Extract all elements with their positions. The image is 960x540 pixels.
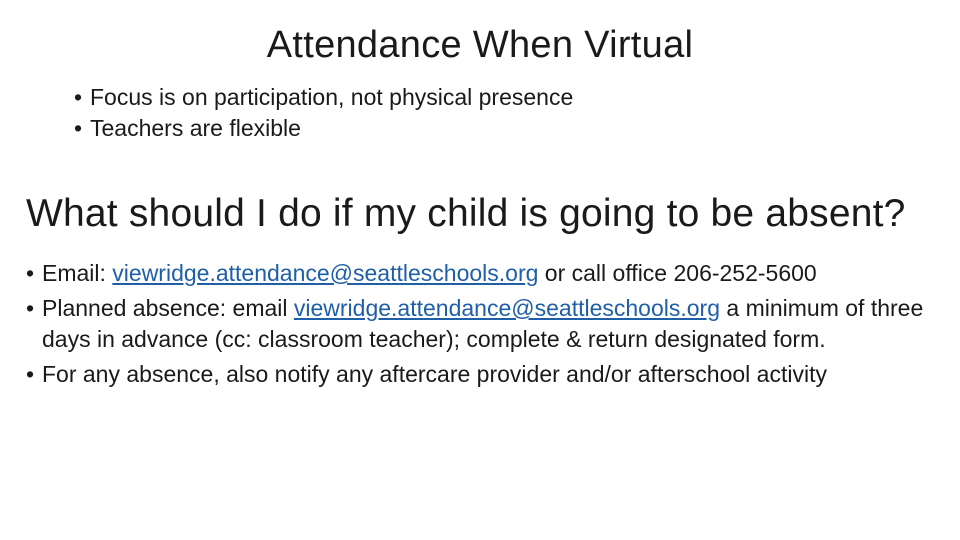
email-prefix: Email: — [42, 260, 113, 286]
list-item-aftercare — [26, 359, 926, 390]
planned-suffix: a minimum of three days in advance (cc: classroom teacher); complete & return designated form. — [42, 295, 924, 352]
slide-title: Attendance When Virtual — [266, 24, 694, 66]
absence-instructions-list — [26, 258, 926, 394]
bullet-icon: • — [74, 115, 83, 141]
bullet-text: Focus is on participation, not physical presence — [90, 84, 574, 110]
planned-absence-email-link[interactable]: viewridge.attendance@seattleschools.org — [293, 295, 720, 321]
email-suffix: or call office 206-252-5600 — [538, 260, 817, 286]
attendance-email-link[interactable]: viewridge.attendance@seattleschools.org — [112, 260, 539, 286]
list-item — [74, 113, 573, 144]
bullet-icon: • — [26, 295, 35, 321]
list-item — [74, 82, 573, 113]
bullet-icon: • — [74, 84, 83, 110]
intro-bullet-list — [74, 82, 573, 144]
aftercare-text: For any absence, also notify any aftercare provider and/or afterschool activity — [42, 361, 827, 387]
planned-prefix: Planned absence: email — [42, 295, 294, 321]
bullet-icon: • — [26, 260, 35, 286]
bullet-text: Teachers are flexible — [90, 115, 301, 141]
list-item-planned-absence — [26, 293, 926, 355]
absence-question-heading: What should I do if my child is going to be absent? — [26, 192, 906, 235]
list-item-email — [26, 258, 926, 289]
bullet-icon: • — [26, 361, 35, 387]
